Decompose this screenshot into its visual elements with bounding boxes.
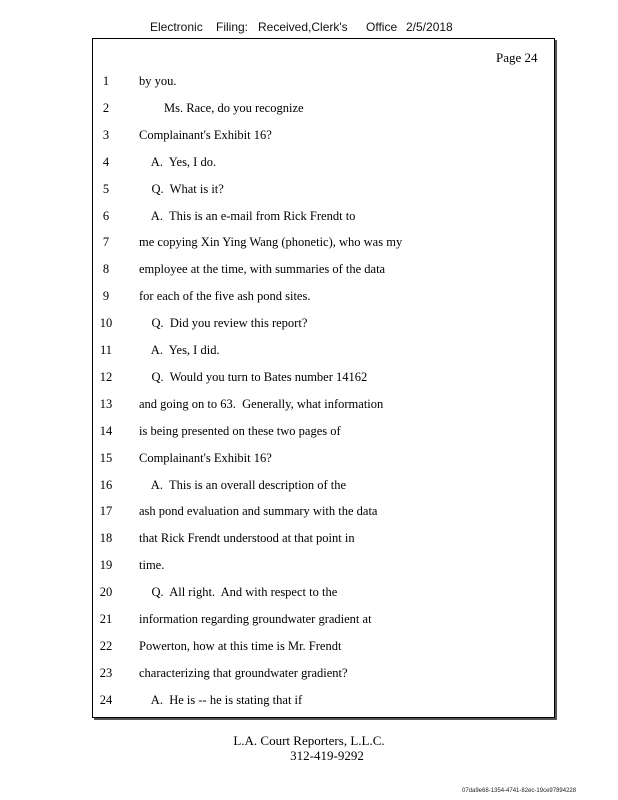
document-hash: 07da9e68-1354-4741-82ec-19ce97894228 (462, 788, 577, 794)
line-text: that Rick Frendt understood at that point in (139, 531, 355, 546)
line-number: 3 (102, 127, 110, 142)
transcript-line (0, 370, 618, 388)
transcript-line (0, 74, 618, 92)
filing-header (0, 20, 618, 36)
line-number: 24 (99, 692, 113, 707)
transcript-line (0, 397, 618, 415)
header-filing: Filing: (216, 20, 249, 34)
line-text: Ms. Race, do you recognize (139, 100, 304, 115)
line-number: 17 (99, 504, 113, 519)
line-text: is being presented on these two pages of (139, 423, 341, 438)
transcript-line (0, 585, 618, 603)
line-number: 1 (102, 74, 110, 88)
transcript-line (0, 101, 618, 119)
transcript-line (0, 612, 618, 630)
line-number: 7 (102, 235, 110, 250)
header-electronic: Electronic (150, 20, 203, 34)
transcript-line (0, 128, 618, 146)
line-text: Complainant's Exhibit 16? (139, 450, 272, 465)
line-text: and going on to 63. Generally, what information (139, 396, 384, 411)
line-number: 6 (102, 208, 110, 223)
footer-company: L.A. Court Reporters, L.L.C. (233, 733, 385, 748)
line-number: 9 (102, 289, 110, 304)
line-text: time. (139, 558, 165, 573)
line-number: 19 (99, 558, 113, 573)
line-text: Complainant's Exhibit 16? (139, 127, 272, 142)
line-number: 5 (102, 181, 110, 196)
line-text: Powerton, how at this time is Mr. Frendt (139, 638, 342, 653)
line-text: A. Yes, I did. (139, 343, 220, 357)
line-text: A. He is -- he is stating that if (139, 692, 303, 707)
transcript-line (0, 639, 618, 657)
transcript-line (0, 209, 618, 227)
line-text: me copying Xin Ying Wang (phonetic), who was my (139, 235, 403, 250)
line-number: 15 (99, 450, 113, 465)
line-number: 23 (99, 665, 113, 680)
line-text: characterizing that groundwater gradient? (139, 665, 348, 680)
transcript-line (0, 343, 618, 361)
transcript-line (0, 316, 618, 334)
line-number: 16 (99, 477, 113, 492)
line-text: Q. What is it? (139, 181, 224, 196)
transcript-line (0, 531, 618, 549)
transcript-line (0, 262, 618, 280)
transcript-line (0, 424, 618, 442)
transcript-line (0, 478, 618, 496)
line-number: 13 (99, 396, 113, 411)
transcript-line (0, 235, 618, 253)
header-office: Office (366, 20, 398, 34)
line-text: A. This is an e-mail from Rick Frendt to (139, 208, 356, 223)
line-text: Q. Would you turn to Bates number 14162 (139, 369, 368, 384)
line-number: 14 (99, 423, 113, 438)
line-number: 8 (102, 262, 110, 277)
transcript-line (0, 558, 618, 576)
line-text: Q. Did you review this report? (139, 316, 308, 331)
line-number: 2 (102, 100, 110, 115)
transcript-line (0, 693, 618, 711)
line-text: A. This is an overall description of the (139, 477, 347, 492)
header-date: 2/5/2018 (406, 20, 453, 34)
transcript-line (0, 182, 618, 200)
line-text: by you. (139, 74, 177, 88)
transcript-line (0, 504, 618, 522)
line-text: employee at the time, with summaries of the data (139, 262, 386, 277)
line-text: for each of the five ash pond sites. (139, 289, 311, 304)
transcript-line (0, 666, 618, 684)
footer-phone: 312-419-9292 (290, 748, 364, 763)
line-text: ash pond evaluation and summary with the data (139, 504, 378, 519)
line-text: Q. All right. And with respect to the (139, 585, 338, 600)
line-number: 10 (99, 316, 113, 331)
header-received: Received,Clerk's (258, 20, 348, 34)
page-number: Page 24 (496, 50, 538, 65)
line-number: 12 (99, 369, 113, 384)
transcript-line (0, 451, 618, 469)
line-number: 4 (102, 154, 110, 169)
transcript-line (0, 289, 618, 307)
line-number: 18 (99, 531, 113, 546)
line-number: 20 (99, 585, 113, 600)
line-text: information regarding groundwater gradient at (139, 612, 372, 626)
line-text: A. Yes, I do. (139, 154, 217, 169)
line-number: 21 (99, 612, 113, 626)
line-number: 22 (99, 638, 113, 653)
transcript-line (0, 155, 618, 173)
line-number: 11 (99, 343, 113, 357)
